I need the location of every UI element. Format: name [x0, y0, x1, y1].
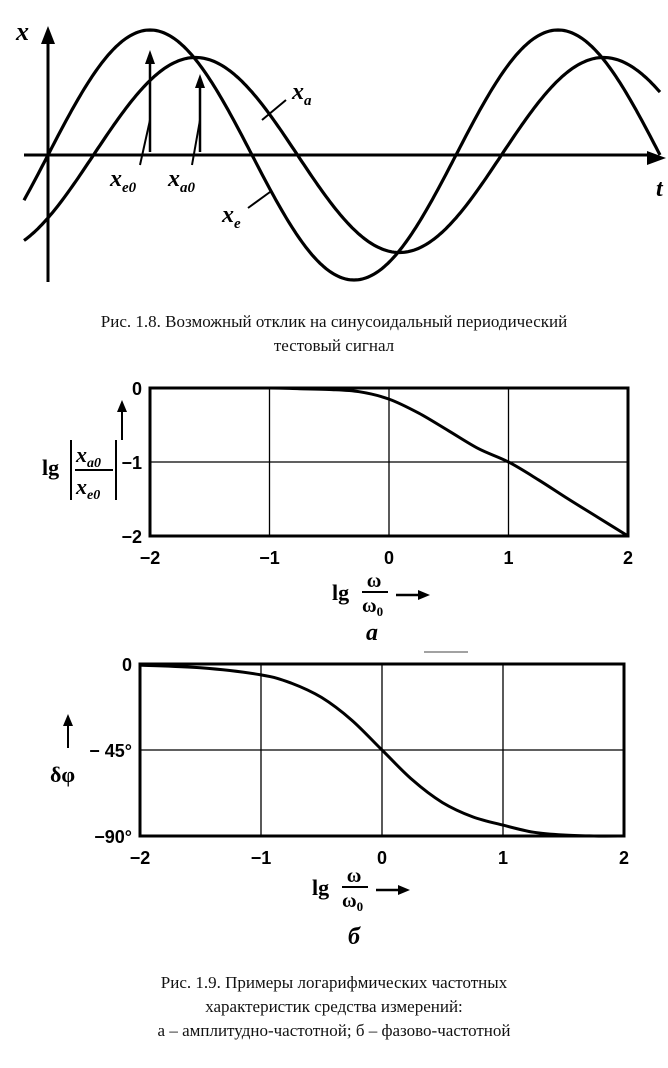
- a-xlabel-den: $\omega_0$: [362, 595, 384, 619]
- xe-leader-line: [248, 192, 270, 208]
- fig19-caption-line1: Рис. 1.9. Примеры логарифмических частотных: [160, 973, 508, 992]
- a-ylabel-lg: lg: [42, 455, 60, 480]
- b-xlabel-den: $\omega_0$: [342, 890, 364, 914]
- t-axis-arrow-icon: [647, 151, 666, 165]
- xe-series-label: $x_e$: [222, 202, 241, 232]
- xa-series-label: $x_a$: [292, 79, 312, 109]
- xe0-arrow-head-icon: [145, 50, 155, 64]
- b-xtick-label: 0: [376, 848, 388, 868]
- sine-response-chart: [15, 17, 666, 355]
- b-xlabel-lg: lg: [312, 875, 330, 900]
- a-x-tick-labels: [140, 548, 633, 568]
- b-ytick-label: − 45°: [89, 741, 132, 761]
- xe0-leader-line: [140, 120, 150, 165]
- a-xlabel-arrow-icon: [418, 590, 430, 600]
- fig18-caption-line1: Рис. 1.8. Возможный отклик на синусоидальный периодический: [100, 312, 568, 331]
- a-grid: [150, 388, 628, 536]
- a-xtick-label: −2: [139, 548, 161, 568]
- fig18-caption-line2: тестовый сигнал: [273, 336, 395, 355]
- b-panel-label: б: [348, 924, 360, 950]
- b-xtick-label: 1: [497, 848, 509, 868]
- fig19-caption-line3: а – амплитудно-частотной; б – фазово-частотной: [157, 1021, 511, 1040]
- a-xtick-label: 0: [383, 548, 395, 568]
- a-ylabel-denominator: $x_{e0}$: [76, 474, 101, 503]
- b-xtick-label: −1: [250, 848, 272, 868]
- fig19-caption-line2: характеристик средства измерений:: [205, 997, 463, 1016]
- a-ytick-label: 0: [131, 379, 142, 399]
- b-ytick-label: 0: [121, 655, 132, 675]
- b-x-tick-labels: [130, 848, 629, 868]
- a-xtick-label: 2: [622, 548, 634, 568]
- b-xtick-label: −2: [129, 848, 151, 868]
- t-axis-label: t: [656, 176, 663, 202]
- b-xtick-label: 2: [618, 848, 630, 868]
- a-ylabel-numerator: $x_{a0}$: [76, 442, 101, 471]
- a-xtick-label: 1: [503, 548, 514, 568]
- phase-frequency-chart: [50, 655, 629, 950]
- a-ytick-label: −1: [121, 453, 142, 473]
- a-ylabel-arrow-icon: [117, 400, 127, 412]
- b-xlabel-num: ω: [346, 865, 362, 887]
- a-xtick-label: −1: [259, 548, 280, 568]
- b-ytick-label: −90°: [94, 827, 132, 847]
- a-ytick-label: −2: [121, 527, 142, 547]
- b-y-tick-labels: [89, 655, 132, 847]
- y-axis-arrow-icon: [41, 26, 55, 44]
- a-y-axis-label: [42, 400, 127, 503]
- a-x-axis-label: [332, 570, 430, 619]
- b-x-axis-label: [312, 865, 410, 914]
- a-xlabel-lg: lg: [332, 580, 350, 605]
- xe0-label: $x_{e0}$: [110, 166, 137, 196]
- b-y-axis-label: [50, 714, 75, 787]
- xa0-label: $x_{a0}$: [168, 166, 195, 196]
- y-axis-label: x: [16, 17, 29, 46]
- a-panel-label: а: [366, 620, 378, 646]
- b-ylabel-text: δφ: [50, 762, 76, 787]
- xa0-arrow-head-icon: [195, 74, 205, 88]
- b-ylabel-arrow-icon: [63, 714, 73, 726]
- b-xlabel-arrow-icon: [398, 885, 410, 895]
- a-y-tick-labels: [121, 379, 142, 547]
- amplitude-frequency-chart: [42, 379, 633, 646]
- a-xlabel-num: ω: [366, 570, 382, 592]
